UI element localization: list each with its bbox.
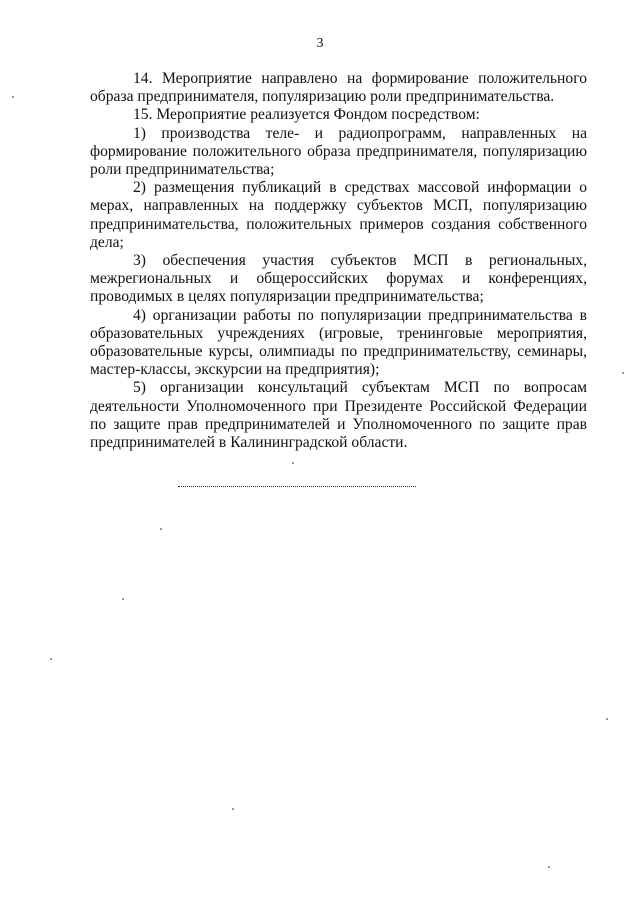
end-of-text-rule	[178, 486, 416, 487]
scan-speck	[50, 658, 52, 660]
list-item-3: 3) обеспечения участия субъектов МСП в региональных, межрегиональных и общероссийских форумах и конференциях, проводимых в целях популяризации предпринимательства;	[90, 252, 587, 306]
page-number: 3	[316, 36, 324, 51]
scan-speck	[292, 462, 294, 464]
list-item-5: 5) организации консультаций субъектам МСП по вопросам деятельности Уполномоченного при Президенте Российской Федерации по защите прав предпринимателей и Уполномоченного по защите прав предпринимателей в Калининградской области.	[90, 379, 587, 452]
scan-speck	[12, 96, 14, 98]
document-body	[90, 70, 587, 452]
scan-speck	[548, 866, 550, 868]
paragraph-14: 14. Мероприятие направлено на формирование положительного образа предпринимателя, популяризацию роли предпринимательства.	[90, 70, 587, 106]
list-item-1: 1) производства теле- и радиопрограмм, направленных на формирование положительного образа предпринимателя, популяризацию роли предпринимательства;	[90, 124, 587, 179]
scan-speck	[232, 808, 234, 810]
list-item-4: 4) организации работы по популяризации предпринимательства в образовательных учреждениях (игровые, тренинговые мероприятия, образовательные курсы, олимпиады по предпринимательству, семинары, мастер-классы, экскурсии на предприятия);	[90, 306, 587, 379]
scan-speck	[606, 718, 608, 720]
paragraph-15: 15. Мероприятие реализуется Фондом посредством:	[133, 106, 480, 124]
scan-speck	[622, 372, 624, 374]
scan-speck	[160, 528, 162, 530]
scan-speck	[122, 598, 124, 600]
list-item-2: 2) размещения публикаций в средствах массовой информации о мерах, направленных на поддержку субъектов МСП, популяризацию предпринимательства, положительных примеров создания собственного дела;	[90, 179, 587, 251]
